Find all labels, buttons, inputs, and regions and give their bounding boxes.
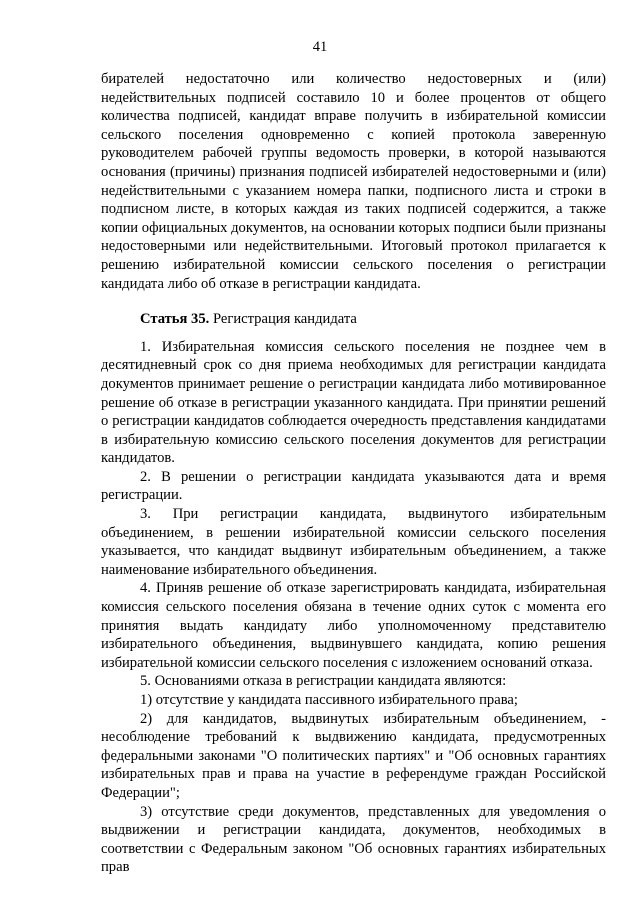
article-label: Статья 35. bbox=[140, 311, 210, 328]
page-number: 41 bbox=[312, 39, 328, 55]
paragraph-3: 3. При регистрации кандидата, выдвинутого избирательным объединением, в решении избирательной комиссии сельского поселения указывается, что кандидат выдвинут избирательным объединением, а также наименование избирательного объединения. bbox=[101, 506, 606, 578]
document-body bbox=[101, 70, 606, 877]
list-item-1: 1) отсутствие у кандидата пассивного избирательного права; bbox=[140, 692, 518, 708]
paragraph-5: 5. Основаниями отказа в регистрации кандидата являются: bbox=[140, 673, 507, 690]
paragraph-1: 1. Избирательная комиссия сельского поселения не позднее чем в десятидневный срок со дня приема необходимых для регистрации кандидата документов принимает решение о регистрации кандидата либо мотивированное решение об отказе в регистрации указанного кандидата. При принятии решений о регистрации кандидатов соблюдается очередность представления кандидатами в избирательную комиссию сельского поселения документов для регистрации кандидатов. bbox=[101, 338, 606, 467]
list-item-2: 2) для кандидатов, выдвинутых избирательным объединением, - несоблюдение требований к выдвижению кандидата, предусмотренных федеральными законами "О политических партиях" и "Об основных гарантиях избирательных прав и права на участие в референдуме граждан Российской Федерации"; bbox=[101, 710, 606, 801]
paragraph-2: 2. В решении о регистрации кандидата указываются дата и время регистрации. bbox=[101, 468, 606, 504]
article-title: Регистрация кандидата bbox=[212, 311, 357, 328]
list-item-3: 3) отсутствие среди документов, представленных для уведомления о выдвижении и регистрации кандидата, документов, необходимых в соответствии с Федеральным законом "Об основных гарантиях избирательных прав bbox=[101, 803, 606, 876]
paragraph-4: 4. Приняв решение об отказе зарегистрировать кандидата, избирательная комиссия сельского поселения обязана в течение одних суток с момента его принятия выдать кандидату либо уполномоченному представителю избирательного объединения, выдвинувшего кандидата, копию решения избирательной комиссии сельского поселения с изложением оснований отказа. bbox=[101, 580, 606, 671]
intro-paragraph: бирателей недостаточно или количество недостоверных и (или) недействительных подписей составило 10 и более процентов от общего количества подписей, кандидат вправе получить в избирательной комиссии сельского поселения одновременно с копией протокола заверенную руководителем рабочей группы ведомость проверки, в которой называются основания (причины) признания подписей избирателей недостоверными и (или) недействительными с указанием номера папки, подписного листа и строки в подписном листе, в которых каждая из таких подписей содержится, а также копии официальных документов, на основании которых подписи были признаны недостоверными или недействительными. Итоговый протокол прилагается к решению избирательной комиссии сельского поселения о регистрации кандидата либо об отказе в регистрации кандидата. bbox=[101, 71, 606, 292]
article-heading bbox=[101, 310, 606, 329]
